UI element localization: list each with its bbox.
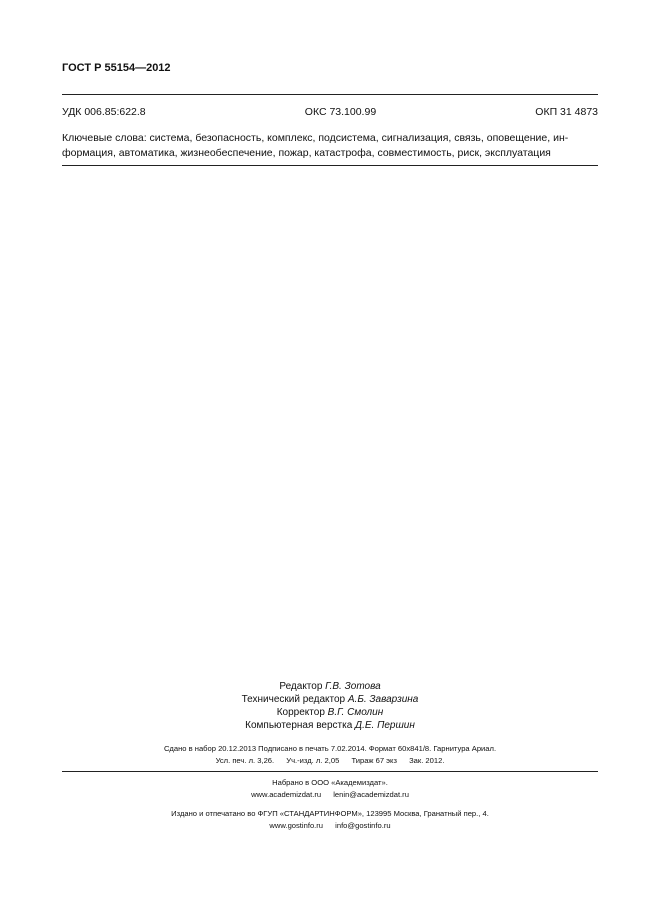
credit-layout [62, 719, 598, 732]
print-run: Тираж 67 экз [351, 756, 397, 765]
publisher-website-link[interactable]: www.gostinfo.ru [269, 821, 324, 830]
imprint-divider [62, 771, 598, 772]
credit-editor [62, 680, 598, 693]
credits-block [62, 680, 598, 732]
credit-proofreader [62, 706, 598, 719]
credit-role: Компьютерная верстка [245, 720, 353, 731]
credit-role: Технический редактор [241, 694, 346, 705]
credit-name: А.Б. Заварзина [347, 694, 419, 705]
credit-name: Д.Е. Першин [355, 720, 415, 731]
credit-name: В.Г. Смолин [327, 707, 384, 718]
credit-role: Редактор [279, 681, 323, 692]
typeset-line: Набрано в ООО «Академиздат». [272, 778, 388, 787]
credit-role: Корректор [276, 707, 325, 718]
keywords-divider [62, 165, 598, 166]
keywords-line: формация, автоматика, жизнеобеспечение, пожар, катастрофа, совместимость, риск, эксплуатация [62, 147, 551, 159]
typeset-email-link[interactable]: lenin@academizdat.ru [333, 790, 409, 799]
keywords-line: Ключевые слова: система, безопасность, комплекс, подсистема, сигнализация, связь, оповещение, ин- [62, 132, 569, 144]
classification-row [62, 106, 598, 118]
print-info [62, 743, 598, 767]
keywords-block [62, 131, 598, 161]
print-sheets: Усл. печ. л. 3,26. [215, 756, 275, 765]
credit-name: Г.В. Зотова [325, 681, 381, 692]
typeset-info [62, 777, 598, 801]
publisher-email-link[interactable]: info@gostinfo.ru [335, 821, 391, 830]
publisher-line: Издано и отпечатано во ФГУП «СТАНДАРТИНФОРМ», 123995 Москва, Гранатный пер., 4. [171, 809, 489, 818]
publisher-sheets: Уч.-изд. л. 2,05 [286, 756, 340, 765]
print-info-line: Сдано в набор 20.12.2013 Подписано в печать 7.02.2014. Формат 60x841/8. Гарнитура Ариал. [163, 744, 497, 753]
order-number: Зак. 2012. [409, 756, 445, 765]
credit-tech-editor [62, 693, 598, 706]
publisher-info [62, 808, 598, 832]
print-info-line [62, 755, 598, 767]
typeset-website-link[interactable]: www.academizdat.ru [251, 790, 322, 799]
document-code: ГОСТ Р 55154—2012 [62, 62, 171, 74]
udk-code: УДК 006.85:622.8 [62, 106, 146, 118]
publisher-contacts [62, 820, 598, 832]
okp-code: ОКП 31 4873 [535, 106, 598, 118]
typeset-contacts [62, 789, 598, 801]
oks-code: ОКС 73.100.99 [304, 106, 377, 118]
header-divider [62, 94, 598, 95]
